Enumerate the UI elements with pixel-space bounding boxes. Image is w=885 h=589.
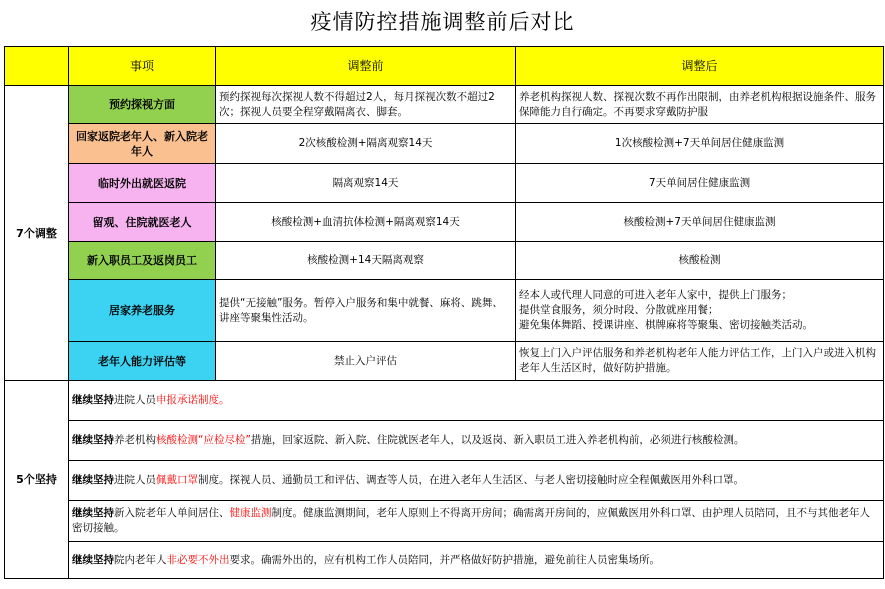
header-item: 事项 xyxy=(69,47,216,86)
header-after: 调整后 xyxy=(516,47,884,86)
persist-text: 继续坚持进院人员佩戴口罩制度。探视人员、通勤员工和评估、调查等人员，在进入老年人生活区、与老人密切接触时应全程佩戴医用外科口罩。 xyxy=(69,461,884,501)
row-item: 临时外出就医返院 xyxy=(69,164,216,203)
row-before: 预约探视每次探视人数不得超过2人，每月探视次数不超过2次；探视人员要全程穿戴隔离衣、脚套。 xyxy=(216,86,516,124)
group-keep-label: 5个坚持 xyxy=(5,381,69,579)
row-after xyxy=(516,280,884,342)
after-line: 提供堂食服务，须分时段、分散就座用餐； xyxy=(519,304,719,316)
header-blank-cell xyxy=(5,47,69,86)
after-line: 经本人或代理人同意的可进入老年人家中，提供上门服务； xyxy=(519,289,792,301)
header-row xyxy=(5,47,884,86)
persist-text: 继续坚持院内老年人非必要不外出要求。确需外出的，应有机构工作人员陪同，并严格做好防护措施，避免前往人员密集场所。 xyxy=(69,542,884,579)
persist-text: 继续坚持新入院老年人单间居住、健康监测制度。健康监测期间，老年人原则上不得离开房间；确需离开房间的，应佩戴医用外科口罩、由护理人员陪同，且不与其他老年人密切接触。 xyxy=(69,501,884,542)
table-row xyxy=(5,164,884,203)
comparison-table xyxy=(4,46,884,579)
row-after: 7天单间居住健康监测 xyxy=(516,164,884,203)
row-after: 核酸检测+7天单间居住健康监测 xyxy=(516,203,884,242)
row-before: 核酸检测+14天隔离观察 xyxy=(216,242,516,280)
group-adjust-label: 7个调整 xyxy=(5,86,69,381)
persist-text: 继续坚持进院人员申报承诺制度。 xyxy=(69,381,884,421)
page-title: 疫情防控措施调整前后对比 xyxy=(310,10,575,34)
row-item: 回家返院老年人、新入院老年人 xyxy=(69,124,216,164)
row-item: 新入职员工及返岗员工 xyxy=(69,242,216,280)
row-after: 恢复上门入户评估服务和养老机构老年人能力评估工作，上门入户或进入机构老年人生活区时，做好防护措施。 xyxy=(516,342,884,381)
table-row xyxy=(5,342,884,381)
persist-row xyxy=(5,421,884,461)
header-before: 调整前 xyxy=(216,47,516,86)
table-row xyxy=(5,280,884,342)
table-row xyxy=(5,86,884,124)
row-after: 核酸检测 xyxy=(516,242,884,280)
row-before: 提供“无接触”服务。暂停入户服务和集中就餐、麻将、跳舞、讲座等聚集性活动。 xyxy=(216,280,516,342)
persist-row xyxy=(5,461,884,501)
row-item: 居家养老服务 xyxy=(69,280,216,342)
after-line: 避免集体舞蹈、授课讲座、棋牌麻将等聚集、密切接触类活动。 xyxy=(519,319,813,331)
row-item: 老年人能力评估等 xyxy=(69,342,216,381)
row-item: 预约探视方面 xyxy=(69,86,216,124)
persist-text: 继续坚持养老机构核酸检测“应检尽检”措施，回家返院、新入院、住院就医老年人，以及返岗、新入职员工进入养老机构前，必须进行核酸检测。 xyxy=(69,421,884,461)
table-row xyxy=(5,242,884,280)
row-before: 隔离观察14天 xyxy=(216,164,516,203)
table-row xyxy=(5,124,884,164)
row-item: 留观、住院就医老人 xyxy=(69,203,216,242)
persist-row xyxy=(5,381,884,421)
persist-row xyxy=(5,542,884,579)
row-before: 核酸检测+血清抗体检测+隔离观察14天 xyxy=(216,203,516,242)
row-after: 养老机构探视人数、探视次数不再作出限制，由养老机构根据设施条件、服务保障能力自行确定。不再要求穿戴防护服 xyxy=(516,86,884,124)
row-before: 禁止入户评估 xyxy=(216,342,516,381)
table-row xyxy=(5,203,884,242)
row-after: 1次核酸检测+7天单间居住健康监测 xyxy=(516,124,884,164)
row-before: 2次核酸检测+隔离观察14天 xyxy=(216,124,516,164)
persist-row xyxy=(5,501,884,542)
